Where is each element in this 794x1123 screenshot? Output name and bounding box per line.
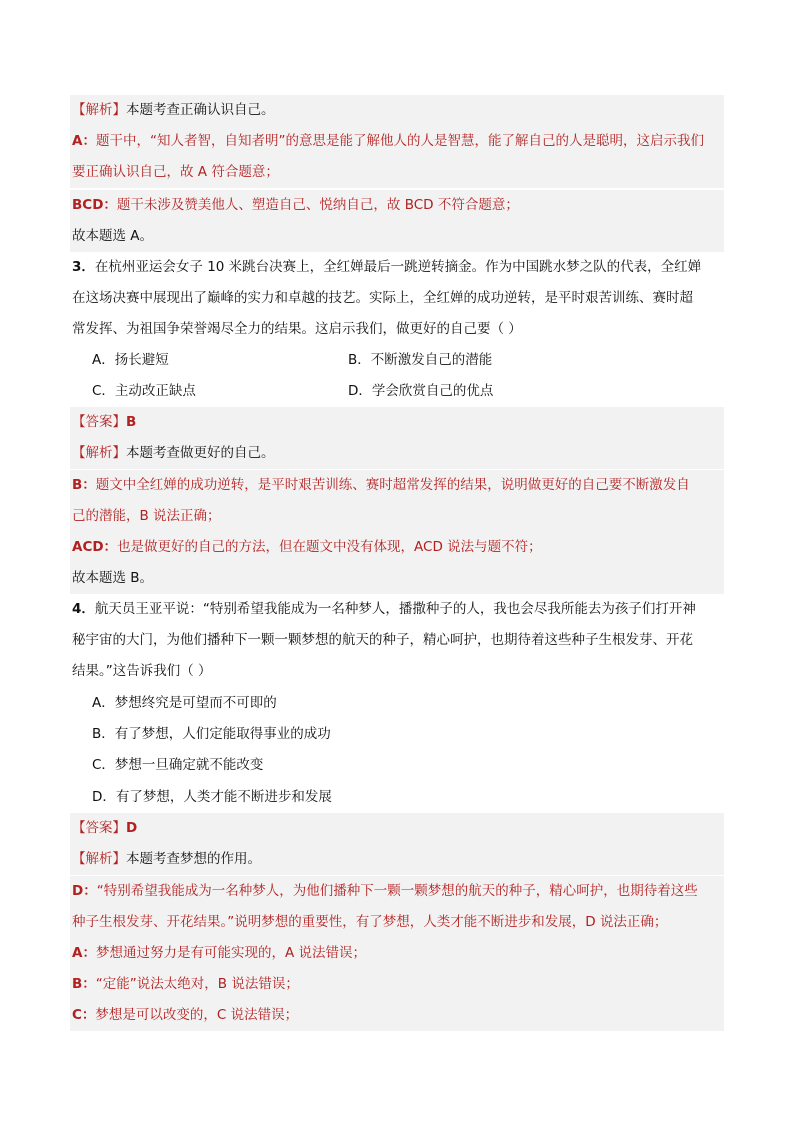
analysis-text: 本题考查做更好的自己。 [126,445,275,461]
answer-tag: 【答案】 [72,820,126,836]
option-d-text-2: 种子生根发芽、开花结果。”说明梦想的重要性，有了梦想，人类才能不断进步和发展，D 说法正确； [72,914,668,930]
option-bcd-label: BCD： [72,197,117,213]
question-4-cont [70,625,724,656]
analysis-tag: 【解析】 [72,851,126,867]
option-a-label: A： [72,133,96,149]
question-4 [70,594,724,625]
option-d-explanation-cont [70,907,724,938]
option-b-explanation-cont [70,501,724,532]
analysis-text: 本题考查梦想的作用。 [126,851,261,867]
option-a-explanation [70,126,724,157]
option-b-text-1: 题文中全红婵的成功逆转，是平时艰苦训练、赛时超常发挥的结果，说明做更好的自己要不断激发自 [95,477,690,493]
option-a-explanation-cont [70,157,724,188]
option-a-text-2: 要正确认识自己，故 A 符合题意； [72,164,279,180]
choice-c: C．主动改正缺点 [92,383,196,399]
option-acd-label: ACD： [72,539,118,555]
option-d-text-1: “特别希望我能成为一名种梦人，为他们播种下一颗一颗梦想的航天的种子，精心呵护，也期待着这些 [96,883,698,899]
conclusion-text: 故本题选 B。 [72,570,154,586]
option-a-text-1: 题干中，“知人者智，自知者明”的意思是能了解他人的人是智慧，能了解自己的人是聪明，这启示我们 [95,133,704,149]
question-text-3: 结果。”这告诉我们（ ） [72,663,212,679]
option-b-explanation [70,969,724,1000]
answer-value: D [126,820,138,836]
choice-c: C．梦想一旦确定就不能改变 [92,757,264,773]
question-3 [70,252,724,283]
question-text-3: 常发挥、为祖国争荣誉竭尽全力的结果。这启示我们，做更好的自己要（ ） [72,321,522,337]
option-bcd-explanation [70,190,724,221]
choice-d: D．有了梦想，人类才能不断进步和发展 [92,789,332,805]
choice-a: A．梦想终究是可望而不可即的 [92,695,277,711]
option-b-explanation [70,470,724,501]
question-text-1: 航天员王亚平说：“特别希望我能成为一名种梦人，播撒种子的人，我也会尽我所能去为孩子们打开神 [94,601,696,617]
option-a-explanation [70,938,724,969]
conclusion-text: 故本题选 A。 [72,228,154,244]
option-acd-text: 也是做更好的自己的方法，但在题文中没有体现，ACD 说法与题不符； [117,539,542,555]
option-acd-explanation [70,532,724,563]
choice-d: D．学会欣赏自己的优点 [348,383,494,399]
answer-value: B [126,414,137,430]
option-b-label: B： [72,976,96,992]
question-number: 3． [72,259,95,275]
answer-row [70,813,724,844]
choice-a: A．扬长避短 [92,352,169,368]
question-3-cont [70,283,724,314]
question-text-1: 在杭州亚运会女子 10 米跳台决赛上，全红婵最后一跳逆转摘金。作为中国跳水梦之队的代表，全红婵 [94,259,702,275]
option-a-label: A： [72,945,96,961]
conclusion [70,221,724,252]
question-number: 4． [72,601,95,617]
option-b-text-2: 己的潜能，B 说法正确； [72,508,221,524]
choice-b: B．有了梦想，人们定能取得事业的成功 [92,726,331,742]
option-c-text: 梦想是可以改变的，C 说法错误； [95,1007,299,1023]
option-b-text: “定能”说法太绝对，B 说法错误； [95,976,299,992]
answer-row [70,407,724,438]
analysis-row [70,844,724,875]
question-4-cont [70,656,724,687]
analysis-row [70,95,724,126]
analysis-row [70,438,724,469]
analysis-tag: 【解析】 [72,102,126,118]
question-text-2: 秘宇宙的大门，为他们播种下一颗一颗梦想的航天的种子，精心呵护，也期待着这些种子生根发芽、开花 [72,632,693,648]
option-a-text: 梦想通过努力是有可能实现的，A 说法错误； [95,945,366,961]
question-text-2: 在这场决赛中展现出了巅峰的实力和卓越的技艺。实际上，全红婵的成功逆转，是平时艰苦训练、赛时超 [72,290,693,306]
choice-b: B．不断激发自己的潜能 [348,352,493,368]
option-d-explanation [70,876,724,907]
answer-tag: 【答案】 [72,414,126,430]
option-bcd-text: 题干未涉及赞美他人、塑造自己、悦纳自己，故 BCD 不符合题意； [116,197,519,213]
analysis-tag: 【解析】 [72,445,126,461]
option-c-label: C： [72,1007,96,1023]
option-d-label: D： [72,883,97,899]
analysis-text: 本题考查正确认识自己。 [126,102,275,118]
option-b-label: B： [72,477,96,493]
option-c-explanation [70,1000,724,1031]
question-3-cont [70,314,724,345]
conclusion [70,563,724,594]
